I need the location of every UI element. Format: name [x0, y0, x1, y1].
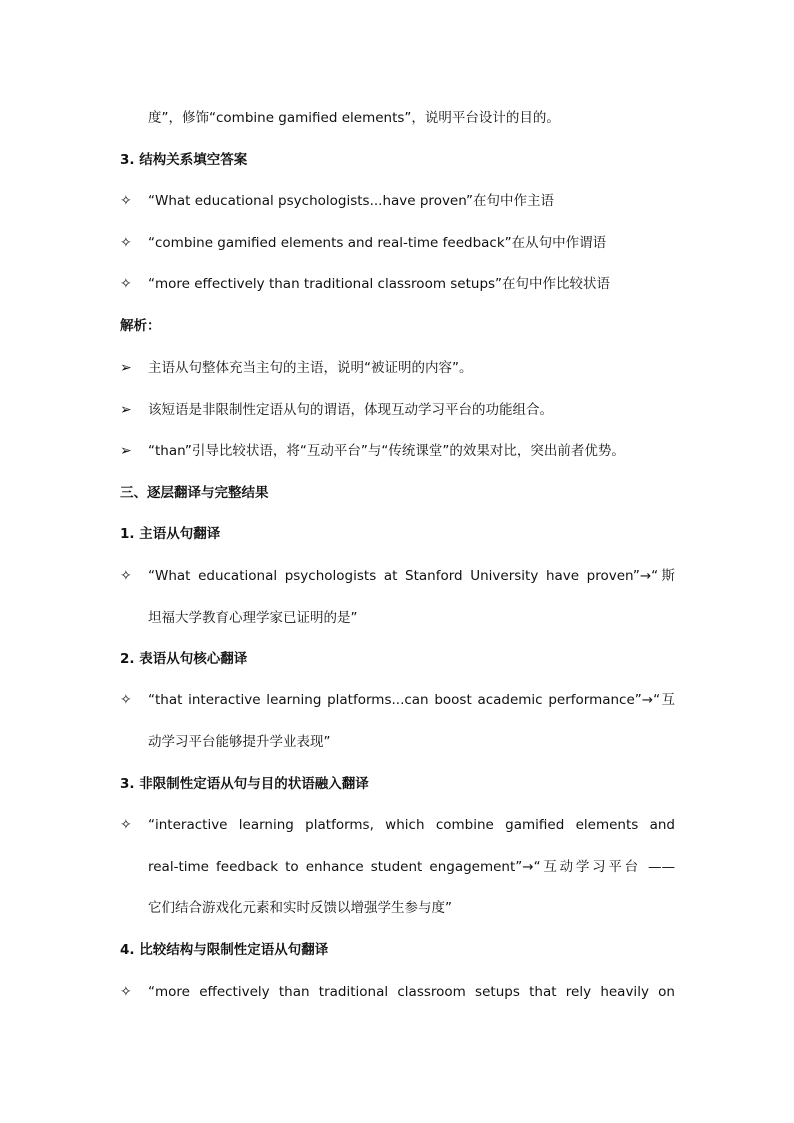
list-item-text: “more effectively than traditional classroom setups”在句中作比较状语	[148, 276, 611, 292]
analysis-label: 解析：	[120, 318, 161, 334]
list-item-text-continued: 动学习平台能够提升学业表现”	[148, 734, 331, 750]
diamond-bullet-icon: ✧	[120, 568, 132, 584]
diamond-bullet-icon: ✧	[120, 276, 132, 292]
diamond-bullet-icon: ✧	[120, 984, 132, 1000]
list-item-text: 主语从句整体充当主句的主语，说明“被证明的内容”。	[148, 360, 473, 376]
diamond-bullet-icon: ✧	[120, 235, 132, 251]
list-item-text-continued: 它们结合游戏化元素和实时反馈以增强学生参与度”	[148, 900, 452, 916]
diamond-bullet-icon: ✧	[120, 692, 132, 708]
diamond-bullet-icon: ✧	[120, 193, 132, 209]
subheading-predicative-clause: 2. 表语从句核心翻译	[120, 651, 248, 667]
list-item-text: “What educational psychologists at Stanford University have proven”→“斯	[148, 568, 675, 584]
list-item-text: 该短语是非限制性定语从句的谓语，体现互动学习平台的功能组合。	[148, 402, 553, 418]
list-item-text: “that interactive learning platforms...can boost academic performance”→“互	[148, 692, 675, 708]
subheading-comparison: 4. 比较结构与限制性定语从句翻译	[120, 942, 329, 958]
arrow-bullet-icon: ➢	[120, 402, 132, 418]
arrow-bullet-icon: ➢	[120, 360, 132, 376]
heading-structure-answers: 3. 结构关系填空答案	[120, 152, 248, 168]
list-item-text: “more effectively than traditional classroom setups that rely heavily on	[148, 984, 675, 1000]
arrow-bullet-icon: ➢	[120, 443, 132, 459]
paragraph-continuation: 度”，修饰“combine gamified elements”，说明平台设计的目的。	[148, 110, 560, 126]
list-item-text-continued: 坦福大学教育心理学家已证明的是”	[148, 610, 358, 626]
list-item-text-continued: real-time feedback to enhance student engagement”→“互动学习平台 ——	[148, 859, 675, 875]
subheading-subject-clause: 1. 主语从句翻译	[120, 526, 221, 542]
list-item-text: “combine gamified elements and real-time feedback”在从句中作谓语	[148, 235, 607, 251]
diamond-bullet-icon: ✧	[120, 817, 132, 833]
list-item-text: “interactive learning platforms, which combine gamified elements and	[148, 817, 675, 833]
list-item-text: “than”引导比较状语，将“互动平台”与“传统课堂”的效果对比，突出前者优势。	[148, 443, 625, 459]
section-heading: 三、逐层翻译与完整结果	[120, 485, 269, 501]
list-item-text: “What educational psychologists...have proven”在句中作主语	[148, 193, 555, 209]
subheading-nonrestrictive-clause: 3. 非限制性定语从句与目的状语融入翻译	[120, 776, 369, 792]
